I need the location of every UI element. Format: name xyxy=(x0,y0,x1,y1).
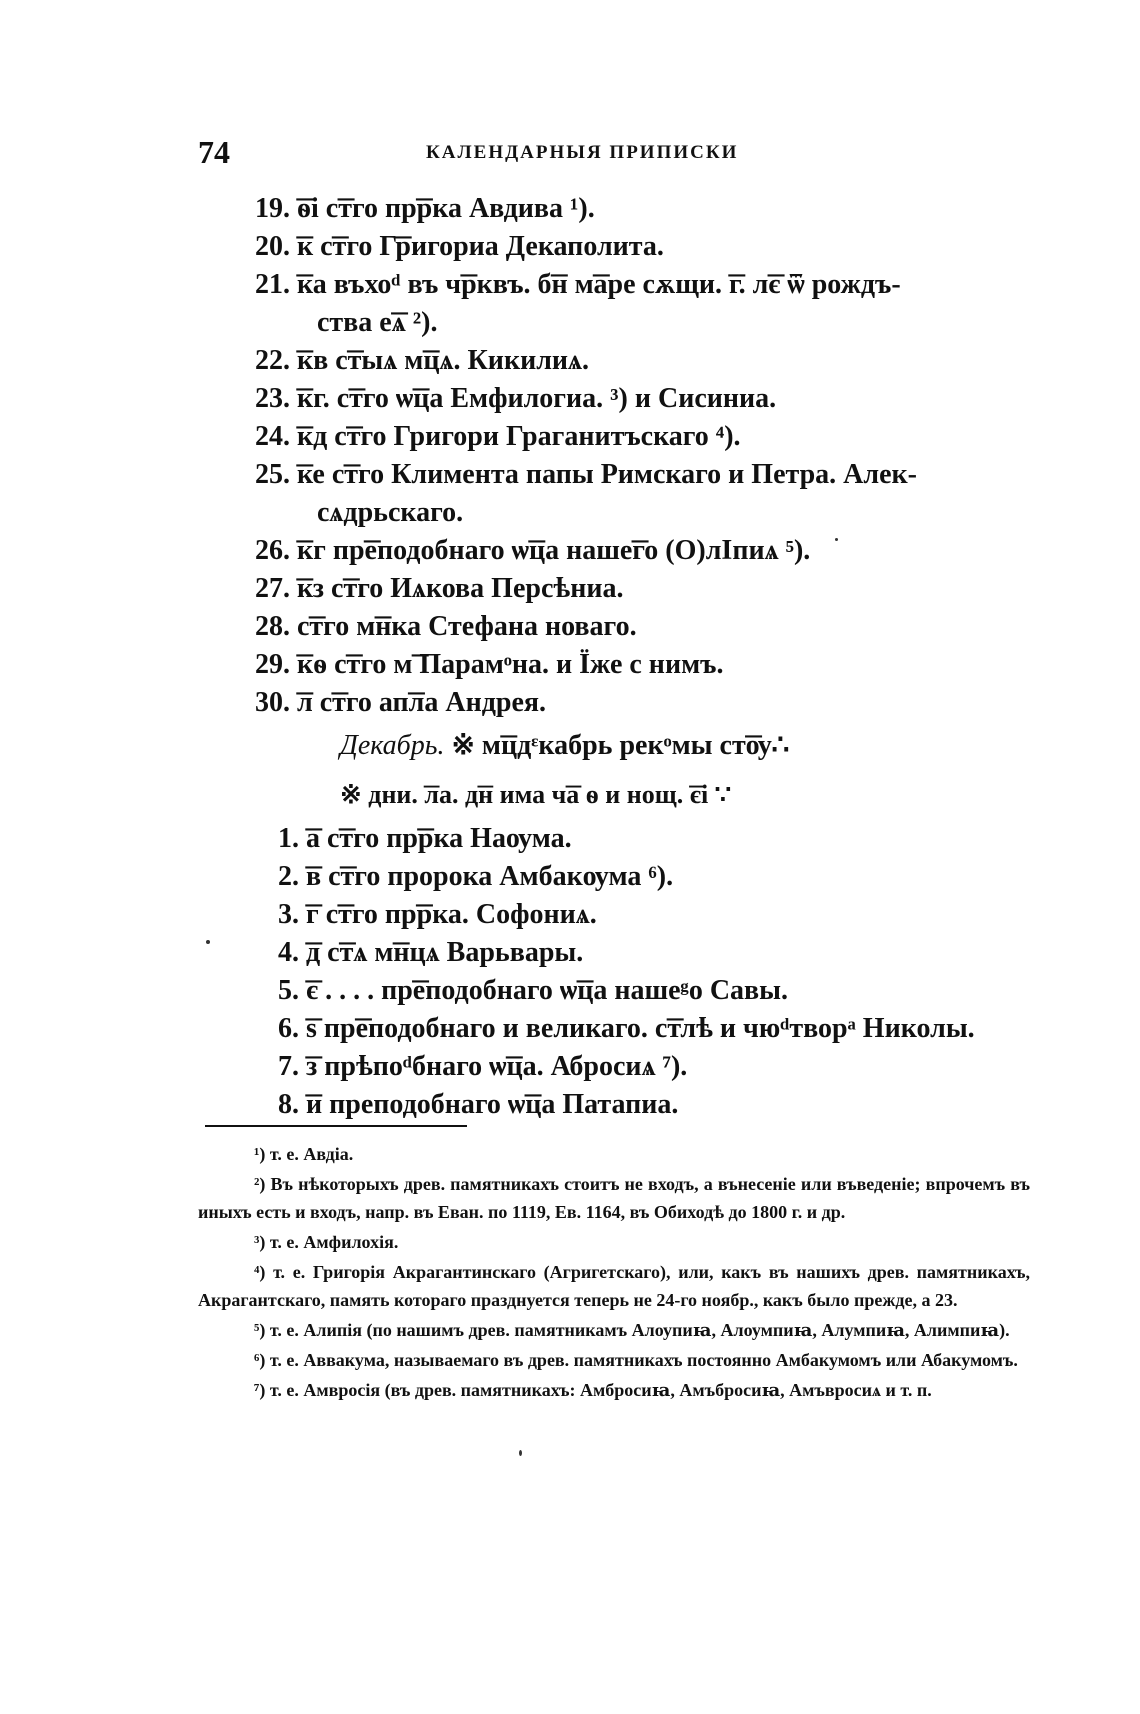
list-item: 3. ͞г с͞тго пр͞рка. Софониѧ. xyxy=(278,899,597,930)
list-item: 27. ͞кз с͞тго Иѧкова Персѣниа. xyxy=(255,573,624,604)
page-number: 74 xyxy=(198,134,230,170)
december-info: ※ дни. ͞ла. д͞н има ч͞а ѳ и нощ. ͞єі ∵ xyxy=(340,780,732,809)
scan-speck xyxy=(519,1450,522,1456)
list-item: 25. ͞ке с͞тго Климента папы Римскаго и Петра. Алек- сѧдрьскаго. xyxy=(255,459,917,528)
footnote: ³) т. е. Амфилохія. xyxy=(254,1232,399,1252)
running-head: КАЛЕНДАРНЫЯ ПРИПИСКИ xyxy=(426,142,739,163)
list-item: 1. ͞а с͞тго пр͞рка Наѹма. xyxy=(278,823,572,854)
list-item: 6. ͞ѕ пр͞еподобнаго и великаго. с͞тлѣ и чюᵈтворᵃ Николы. xyxy=(278,1013,975,1044)
page-header xyxy=(198,134,898,174)
month-label: Декабрь. xyxy=(340,730,445,761)
list-item: 26. ͞кг пр͞еподобнаго ѡ͞ца наше͞го (О)лΙпиѧ ⁵). xyxy=(255,535,811,566)
list-item: 23. ͞кг. с͞тго ѡ͞ца Емфилогиа. ³) и Сисиниа. xyxy=(255,383,777,414)
list-item: 28. с͞тго м͞нка Стефана новаго. xyxy=(255,611,637,642)
list-item: 8. ͞и преподобнаго ѡ͞ца Патапиа. xyxy=(278,1089,679,1120)
list-item: 7. ͞з прѣпоᵈбнаго ѡ͞ца. Абросиѧ ⁷). xyxy=(278,1051,688,1082)
footnote: ⁷) т. е. Амвросія (въ древ. памятникахъ: Амбросиꙗ, Амъбросиꙗ, Амъвросиѧ и т. п. xyxy=(254,1380,932,1400)
scan-speck xyxy=(206,940,210,944)
december-heading xyxy=(340,728,789,762)
list-item: 24. ͞кд с͞тго Григори Граганитъскаго ⁴). xyxy=(255,421,741,452)
list-item: 20. ͞к с͞тго Г͞ригориа Декаполита. xyxy=(255,231,664,262)
footnote-divider xyxy=(205,1125,467,1127)
list-item: 4. ͞д с͞тѧ м͞нцѧ Варьвары. xyxy=(278,937,584,968)
list-item: 2. ͞в с͞тго пророка Амбакѹма ⁶). xyxy=(278,861,674,892)
footnote: ⁴) т. е. Григорія Акрагантинскаго (Агригетскаго), или, какъ въ нашихъ древ. памятникахъ, Акрагантскаго, память котораго празднуется теперь не 24-го ноябр., какъ было прежде, а 23. xyxy=(198,1262,1031,1310)
footnotes xyxy=(198,1140,1030,1406)
december-entries xyxy=(278,820,998,1124)
list-item: 5. ͞є . . . . пр͞еподобнаго ѡ͞ца нашеᵍо Савы. xyxy=(278,975,789,1006)
footnote: ²) Въ нѣкоторыхъ древ. памятникахъ стоитъ не входъ, а вънесеніе или въведеніе; впрочемъ въ иныхъ есть и входъ, напр. въ Еван. по 1119, Ев. 1164, въ Обиходѣ до 1800 г. и др. xyxy=(198,1174,1031,1222)
footnote: ¹) т. е. Авдіа. xyxy=(254,1144,354,1164)
footnote: ⁵) т. е. Алипія (по нашимъ древ. памятникамъ Алоупиꙗ, Алоумпиꙗ, Алумпиꙗ, Алимпиꙗ). xyxy=(254,1320,1010,1340)
list-item: 30. ͞л с͞тго ап͞ла Андрея. xyxy=(255,687,547,718)
list-item: 22. ͞кв с͞тыѧ м͞цѧ. Кикилиѧ. xyxy=(255,345,590,376)
scan-speck xyxy=(835,538,838,541)
footnote: ⁶) т. е. Аввакума, называемаго въ древ. памятникахъ постоянно Амбакумомъ или Абакумомъ. xyxy=(254,1350,1018,1370)
month-title: ※ м͞цдᵋкабрь рекᵒмы ст͞ѹ∴ xyxy=(451,730,790,761)
list-item: 19. ͞ѳі с͞тго пр͞рка Авдива ¹). xyxy=(255,193,595,224)
november-entries xyxy=(255,190,975,722)
list-item: 29. ͞кѳ с͞тго м͞ Парамᵒна. и Їже с нимъ. xyxy=(255,649,724,680)
list-item: 21. ͞ка въхоᵈ въ ч͞рквъ. б͞н м͞аре сѫщи. ͞г. л͞є ѿ рождъ- ства е͞ѧ ²). xyxy=(255,269,901,338)
